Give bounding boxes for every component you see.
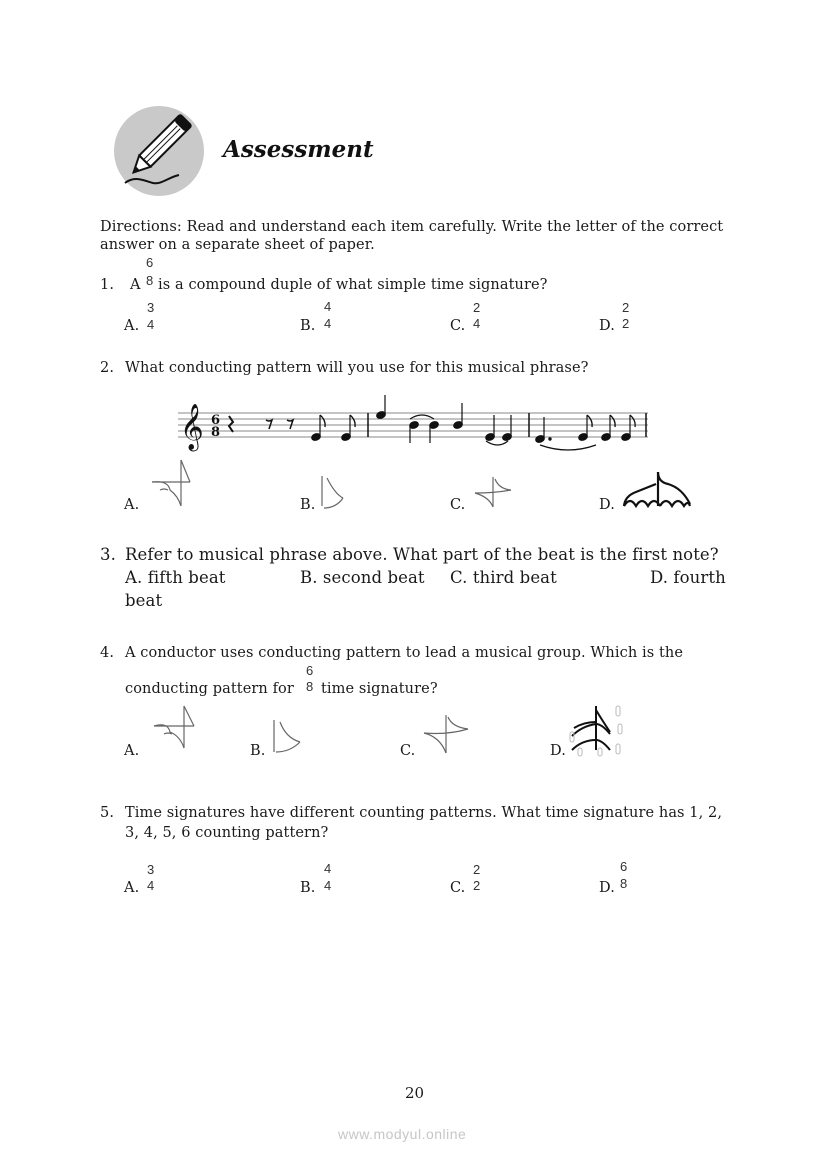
time-signature-bottom: 8 xyxy=(306,679,314,694)
option-b[interactable]: B. xyxy=(300,880,316,896)
option-d-top: 6 xyxy=(620,859,628,874)
conducting-pattern-3-icon xyxy=(422,715,470,755)
section-title: Assessment xyxy=(223,136,374,163)
option-d[interactable]: D. xyxy=(599,318,615,334)
option-a-bottom: 4 xyxy=(147,878,155,893)
conducting-pattern-6-icon xyxy=(568,706,630,756)
option-d-top: 2 xyxy=(622,300,630,315)
question-text-after: is a compound duple of what simple time signature? xyxy=(158,277,548,293)
conducting-pattern-6-icon xyxy=(622,470,692,510)
option-b[interactable]: B. second beat xyxy=(300,568,425,587)
option-c-bottom: 2 xyxy=(473,878,481,893)
question-line-1: Time signatures have different counting patterns. What time signature has 1, 2, xyxy=(125,805,723,821)
option-b-top: 4 xyxy=(324,861,332,876)
option-a[interactable]: A. xyxy=(124,318,140,334)
time-signature-top: 6 xyxy=(146,255,154,270)
conducting-pattern-2-icon xyxy=(270,720,304,754)
directions-line-1: Directions: Read and understand each item carefully. Write the letter of the correct xyxy=(100,219,724,235)
option-d-bottom: 8 xyxy=(620,876,628,891)
option-d[interactable]: D. xyxy=(599,880,615,896)
option-d[interactable]: D. fourth xyxy=(650,568,726,587)
question-number: 1. xyxy=(100,277,115,293)
time-signature-top: 6 xyxy=(306,663,314,678)
watermark: www.modyul.online xyxy=(338,1126,467,1142)
option-c[interactable]: C. xyxy=(450,880,466,896)
question-line-2: 3, 4, 5, 6 counting pattern? xyxy=(125,825,329,841)
option-b-top: 4 xyxy=(324,299,332,314)
time-signature-bottom: 8 xyxy=(146,273,154,288)
conducting-pattern-4-icon xyxy=(148,460,190,508)
conducting-pattern-2-icon xyxy=(318,476,348,510)
option-c[interactable]: C. xyxy=(400,743,416,759)
pencil-icon xyxy=(113,105,205,197)
question-text: Refer to musical phrase above. What part of the beat is the first note? xyxy=(125,545,719,564)
option-b-bottom: 4 xyxy=(324,878,332,893)
option-d[interactable]: D. xyxy=(599,497,615,513)
conducting-pattern-4-icon xyxy=(152,706,194,750)
page-number: 20 xyxy=(405,1084,425,1102)
option-b-bottom: 4 xyxy=(324,316,332,331)
option-d-wrap: beat xyxy=(125,591,163,610)
option-c-top: 2 xyxy=(473,862,481,877)
option-c[interactable]: C. xyxy=(450,497,466,513)
option-a[interactable]: A. xyxy=(124,497,140,513)
option-b[interactable]: B. xyxy=(300,497,316,513)
option-c-top: 2 xyxy=(473,300,481,315)
question-number: 3. xyxy=(100,545,116,564)
option-c[interactable]: C. xyxy=(450,318,466,334)
question-line-1: A conductor uses conducting pattern to lead a musical group. Which is the xyxy=(125,645,684,661)
directions-line-2: answer on a separate sheet of paper. xyxy=(100,237,375,253)
question-number: 4. xyxy=(100,645,115,661)
conducting-pattern-3-icon xyxy=(473,477,513,509)
svg-text:6: 6 xyxy=(211,413,221,428)
option-d-bottom: 2 xyxy=(622,316,630,331)
option-a[interactable]: A. xyxy=(124,743,140,759)
option-a[interactable]: A. fifth beat xyxy=(125,568,226,587)
option-c-bottom: 4 xyxy=(473,316,481,331)
question-line-2-after: time signature? xyxy=(321,681,438,697)
question-text: What conducting pattern will you use for this musical phrase? xyxy=(125,360,589,376)
option-a-top: 3 xyxy=(147,862,155,877)
question-number: 2. xyxy=(100,360,115,376)
option-a-top: 3 xyxy=(147,300,155,315)
option-b[interactable]: B. xyxy=(250,743,266,759)
treble-clef-icon xyxy=(180,404,204,452)
music-staff xyxy=(170,395,660,455)
option-d[interactable]: D. xyxy=(550,743,566,759)
question-number: 5. xyxy=(100,805,115,821)
svg-text:𝄞: 𝄞 xyxy=(180,404,204,450)
option-c[interactable]: C. third beat xyxy=(450,568,557,587)
question-text-before: A xyxy=(130,277,141,293)
option-a-bottom: 4 xyxy=(147,317,155,332)
option-a[interactable]: A. xyxy=(124,880,140,896)
question-line-2-before: conducting pattern for xyxy=(125,681,294,697)
option-b[interactable]: B. xyxy=(300,318,316,334)
svg-text:8: 8 xyxy=(211,425,221,440)
